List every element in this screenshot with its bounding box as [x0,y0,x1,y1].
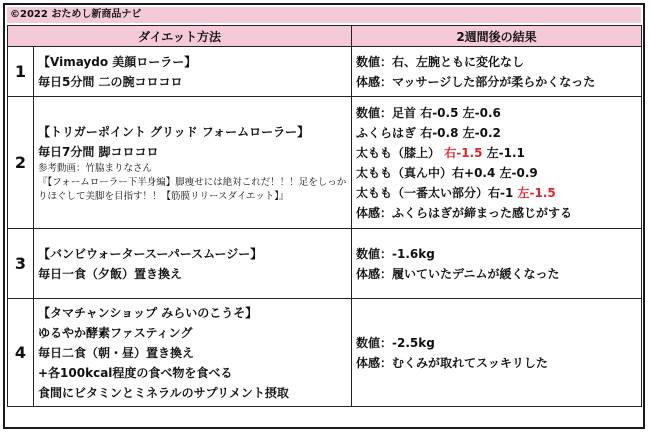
result-cell [352,229,642,299]
method-line: 毎日5分間 二の腕コロコロ [38,74,183,89]
result-text: 太もも（一番太い部分）右-1 [356,185,514,200]
result-line: 数値：-1.6kg [356,246,435,261]
result-line: 体感：履いていたデニムが緩くなった [356,266,560,281]
result-line: 体感：ふくらはぎが締まった感じがする [356,205,573,220]
header-method: ダイエット方法 [8,26,352,47]
table-row [8,299,642,407]
method-line: 毎日一食（夕飯）置き換え [38,266,183,281]
result-line: 太もも（真ん中）右+0.4 左-0.9 [356,165,538,180]
result-line: ふくらはぎ 右-0.8 左-0.2 [356,125,501,140]
result-line [356,183,637,203]
method-cell [34,97,352,229]
copyright-banner: ©2022 おためし新商品ナビ [7,7,641,23]
highlight-value: 右-1.5 [444,145,483,160]
row-number: 3 [8,229,34,299]
header-result: 2週間後の結果 [352,26,642,47]
row-number: 1 [8,47,34,97]
method-line: ゆるやか酵素ファスティング [38,325,193,340]
result-cell [352,97,642,229]
result-cell [352,299,642,407]
row-number: 2 [8,97,34,229]
method-line: 【トリガーポイント グリッド フォームローラー】 [38,124,310,139]
result-line: 体感：マッサージした部分が柔らかくなった [356,74,596,89]
highlight-value: 左-1.5 [517,185,556,200]
table-row [8,47,642,97]
result-cell [352,47,642,97]
method-cell [34,229,352,299]
result-line: 体感：むくみが取れてスッキリした [356,355,548,370]
method-line: 【タマチャンショップ みらいのこうそ】 [38,305,258,320]
reference-video-title: 『【フォームローラー下半身編】脚痩せには絶対これだ！！！足をしっかりほぐして美脚を目指す！！【筋膜リリースダイエット】』 [38,176,347,202]
result-line: 数値：足首 右-0.5 左-0.6 [356,105,501,120]
method-line: 【バンビウォータースーパースムージー】 [38,246,263,261]
method-line: 【Vimaydo 美顔ローラー】 [38,54,197,69]
method-line: 食間にビタミンとミネラルのサプリメント摂取 [38,385,289,400]
method-line: 毎日7分間 脚コロコロ [38,144,159,159]
method-line: 毎日二食（朝・昼）置き換え [38,345,195,360]
table-row [8,229,642,299]
header-row [8,26,642,47]
result-line: 数値：右、左腕ともに変化なし [356,54,525,69]
result-text: 左-1.1 [486,145,525,160]
diet-results-table [7,25,642,407]
method-cell [34,299,352,407]
table-row [8,97,642,229]
result-line: 数値：-2.5kg [356,335,435,350]
result-text: 太もも（膝上） [356,145,441,160]
row-number: 4 [8,299,34,407]
reference-label: 参考動画：竹脇まりなさん [38,162,153,174]
method-line: +各100kcal程度の食べ物を食べる [38,365,233,380]
method-cell [34,47,352,97]
result-line [356,143,637,163]
